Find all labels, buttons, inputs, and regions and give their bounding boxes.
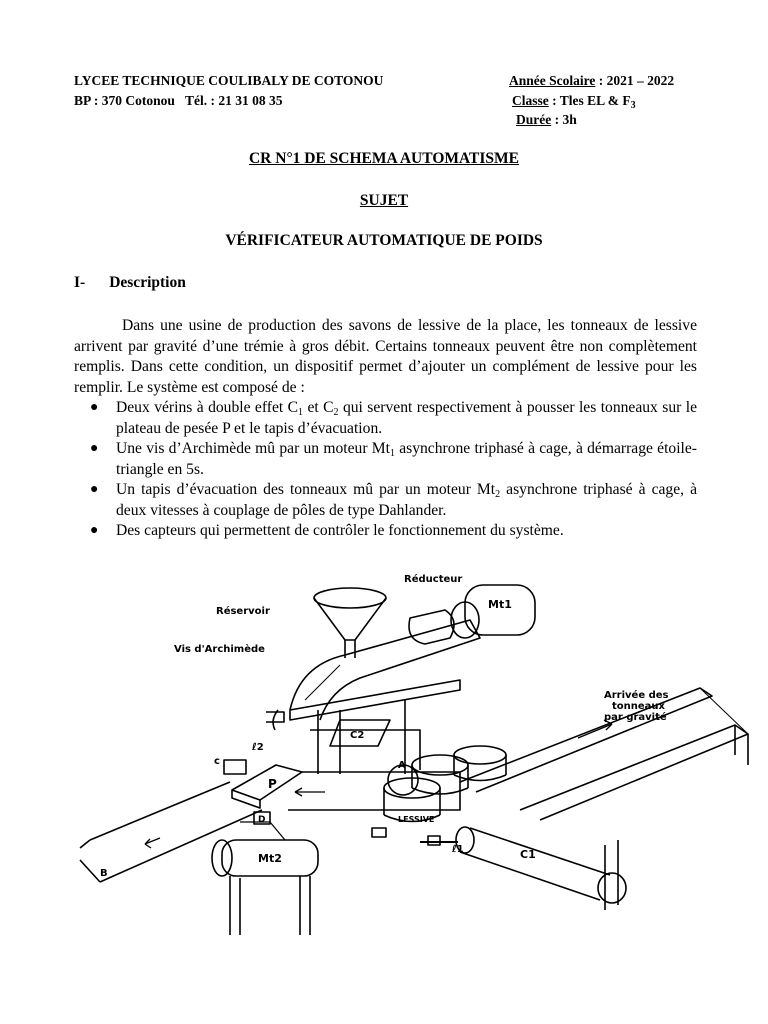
label-b: B bbox=[100, 868, 108, 879]
label-c2: C2 bbox=[350, 730, 365, 741]
class-subscript: 3 bbox=[630, 100, 636, 111]
weighing-plate bbox=[232, 765, 460, 810]
sensor-c bbox=[224, 760, 246, 774]
duration-value: : 3h bbox=[551, 112, 577, 127]
motor-mt2 bbox=[212, 822, 318, 935]
label-mt1: Mt1 bbox=[488, 598, 512, 611]
school-address: BP : 370 Cotonou bbox=[74, 93, 175, 108]
class-value: : Tles EL & F bbox=[548, 93, 631, 108]
list-item: ● Deux vérins à double effet $C_1$ et $C_2$ qui servent respectivement à pousser les tonneaux sur le plateau de pesée P et le tapis d’évacuation. bbox=[90, 399, 697, 437]
school-name: LYCEE TECHNIQUE COULIBALY DE COTONOU bbox=[74, 73, 384, 88]
sensor-block bbox=[372, 828, 386, 837]
label-arrivee-1: Arrivée des bbox=[604, 690, 669, 701]
school-contact bbox=[74, 93, 283, 109]
sensor-l1 bbox=[428, 836, 440, 845]
intro-paragraph: Dans une usine de production des savons de lessive de la place, les tonneaux de lessive arrivent par gravité d’une trémie à gros débit. Certains tonneaux peuvent être non complètement remplis. Dans cette condition, un dispositif permet d’ajouter un complément de lessive pour les remplir. Le système est composé de : bbox=[74, 317, 697, 396]
subject-title: SUJET bbox=[359, 192, 409, 209]
label-reducteur: Réducteur bbox=[404, 574, 463, 585]
label-vis: Vis d'Archimède bbox=[174, 644, 265, 655]
school-year bbox=[509, 73, 674, 89]
class-label: Classe bbox=[512, 93, 549, 108]
motor-mt1 bbox=[409, 585, 535, 644]
year-value: : 2021 – 2022 bbox=[595, 73, 675, 88]
year-label: Année Scolaire bbox=[509, 73, 596, 88]
label-arrivee-2: tonneaux bbox=[612, 701, 665, 712]
label-reservoir: Réservoir bbox=[216, 606, 270, 617]
label-a: A bbox=[398, 760, 406, 771]
cylinder-c1 bbox=[420, 827, 626, 903]
label-arrivee-3: par gravité bbox=[604, 712, 667, 723]
label-l1: ℓ1 bbox=[452, 844, 464, 855]
school-phone: Tél. : 21 31 08 35 bbox=[185, 93, 283, 108]
section-number: I- bbox=[74, 274, 86, 291]
frame bbox=[290, 680, 460, 774]
label-lessive: LESSIVE bbox=[398, 815, 435, 824]
system-diagram bbox=[0, 560, 768, 960]
label-mt2: Mt2 bbox=[258, 852, 282, 865]
arrival-conveyor bbox=[460, 688, 748, 820]
list-item: ● Un tapis d’évacuation des tonneaux mû par un moteur $Mt_2$ asynchrone triphasé à cage, à deux vitesses à couplage de pôles de type Dahlander. bbox=[90, 481, 697, 519]
main-title: CR N°1 DE SCHEMA AUTOMATISME bbox=[248, 150, 520, 167]
description-body bbox=[74, 316, 697, 542]
hopper bbox=[314, 588, 386, 658]
component-list bbox=[74, 398, 697, 542]
duration-label: Durée bbox=[516, 112, 552, 127]
section-title: Description bbox=[109, 274, 186, 291]
list-item: ● Une vis d’Archimède mû par un moteur $Mt_1$ asynchrone triphasé à cage, à démarrage étoile-triangle en 5s. bbox=[90, 440, 697, 478]
topic-title: VÉRIFICATEUR AUTOMATIQUE DE POIDS bbox=[225, 232, 543, 249]
screw-conveyor bbox=[266, 620, 480, 730]
label-c: c bbox=[214, 756, 220, 767]
evacuation-conveyor bbox=[80, 782, 325, 882]
list-item: ● Des capteurs qui permettent de contrôler le fonctionnement du système. bbox=[90, 522, 564, 539]
class-info bbox=[512, 93, 636, 109]
label-p: P bbox=[268, 777, 277, 791]
support-leg bbox=[605, 840, 618, 910]
section-heading bbox=[74, 274, 186, 292]
label-l2: ℓ2 bbox=[252, 742, 264, 753]
duration-info bbox=[516, 112, 577, 128]
label-c1: C1 bbox=[520, 848, 536, 861]
label-d: D bbox=[258, 815, 266, 825]
